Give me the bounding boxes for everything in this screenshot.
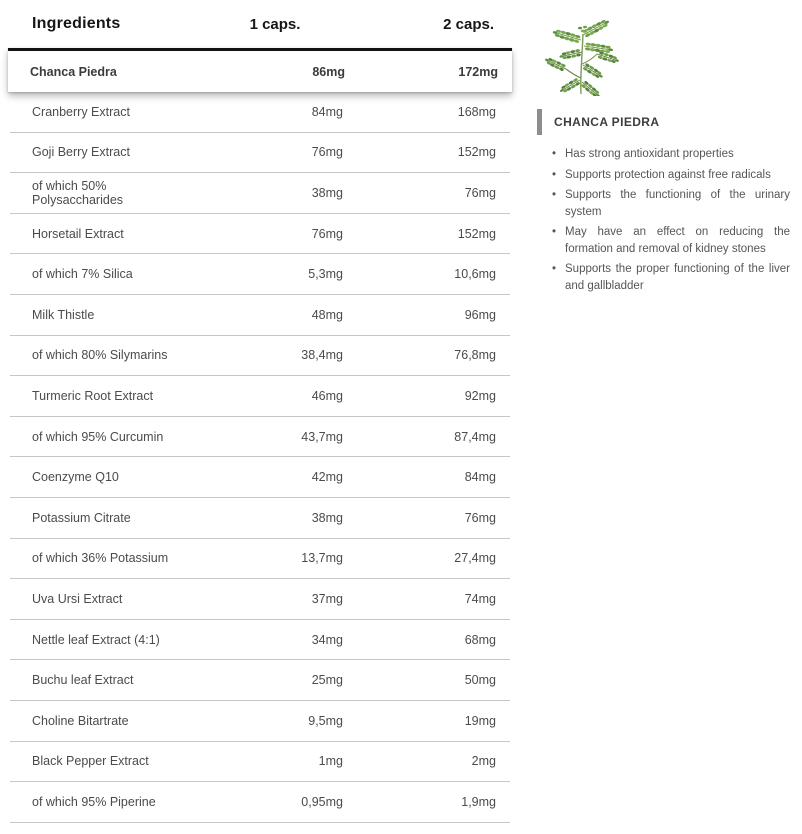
ingredient-name: Nettle leaf Extract (4:1) — [32, 632, 160, 647]
amount-1caps: 38mg — [311, 185, 343, 200]
amount-2caps: 92mg — [464, 388, 496, 403]
amount-2caps: 1,9mg — [461, 794, 496, 809]
table-row — [10, 376, 510, 417]
amount-1caps: 42mg — [311, 470, 343, 485]
column-header-ingredients: Ingredients — [32, 15, 121, 32]
ingredient-name: of which 95% Curcumin — [32, 429, 164, 444]
ingredient-name: of which 95% Piperine — [32, 794, 156, 809]
amount-2caps: 27,4mg — [454, 551, 496, 566]
ingredient-name: Cranberry Extract — [32, 104, 130, 119]
amount-2caps: 76,8mg — [454, 348, 496, 363]
table-row — [10, 782, 510, 823]
amount-2caps: 84mg — [464, 470, 496, 485]
table-row — [10, 417, 510, 458]
amount-1caps: 86mg — [312, 64, 345, 79]
table-row — [10, 457, 510, 498]
amount-1caps: 37mg — [311, 591, 343, 606]
ingredient-name: of which 80% Silymarins — [32, 348, 168, 363]
amount-1caps: 5,3mg — [308, 267, 343, 282]
benefit-item: • Supports the functioning of the urinary system — [552, 187, 790, 220]
ingredients-table — [10, 0, 510, 823]
highlighted-row-chanca-piedra — [8, 48, 512, 92]
amount-1caps: 9,5mg — [308, 713, 343, 728]
ingredient-name: Milk Thistle — [32, 307, 95, 322]
amount-2caps: 68mg — [464, 632, 496, 647]
column-header-1caps: 1 caps. — [249, 15, 301, 33]
amount-2caps: 152mg — [457, 226, 496, 241]
table-row — [10, 336, 510, 377]
table-body — [10, 92, 510, 823]
amount-1caps: 34mg — [311, 632, 343, 647]
table-row — [10, 214, 510, 255]
ingredient-name: Potassium Citrate — [32, 510, 131, 525]
amount-2caps: 19mg — [464, 713, 496, 728]
table-header-row — [10, 0, 510, 48]
table-row — [10, 254, 510, 295]
amount-2caps: 50mg — [464, 673, 496, 688]
amount-2caps: 172mg — [458, 64, 498, 79]
table-row — [10, 92, 510, 133]
table-row — [10, 660, 510, 701]
ingredient-name: Coenzyme Q10 — [32, 470, 119, 485]
amount-1caps: 25mg — [311, 673, 343, 688]
amount-2caps: 2mg — [471, 754, 496, 769]
ingredient-name: Turmeric Root Extract — [32, 388, 154, 403]
benefits-list — [552, 146, 790, 294]
benefit-item: • Supports the proper functioning of the liver and gallbladder — [552, 261, 790, 294]
amount-1caps: 84mg — [311, 104, 343, 119]
amount-2caps: 74mg — [464, 591, 496, 606]
table-row — [10, 701, 510, 742]
amount-2caps: 76mg — [464, 185, 496, 200]
amount-1caps: 76mg — [311, 145, 343, 160]
amount-2caps: 76mg — [464, 510, 496, 525]
table-row — [10, 742, 510, 783]
ingredient-name: of which 7% Silica — [32, 267, 133, 282]
ingredient-name: Choline Bitartrate — [32, 713, 129, 728]
amount-2caps: 168mg — [457, 104, 496, 119]
benefit-item: • May have an effect on reducing the formation and removal of kidney stones — [552, 224, 790, 257]
amount-1caps: 76mg — [311, 226, 343, 241]
info-panel — [537, 0, 793, 294]
table-row — [10, 498, 510, 539]
amount-1caps: 38,4mg — [301, 348, 343, 363]
ingredient-name: of which 50% Polysaccharides — [32, 178, 124, 207]
info-heading-title: CHANCA PIEDRA — [554, 115, 660, 129]
amount-1caps: 13,7mg — [301, 551, 343, 566]
ingredient-name: Buchu leaf Extract — [32, 673, 134, 688]
amount-1caps: 43,7mg — [301, 429, 343, 444]
chanca-piedra-plant-icon — [539, 20, 625, 96]
benefit-item: • Supports protection against free radicals — [552, 167, 790, 184]
amount-2caps: 152mg — [457, 145, 496, 160]
amount-1caps: 38mg — [311, 510, 343, 525]
table-row — [10, 579, 510, 620]
amount-1caps: 1mg — [318, 754, 343, 769]
ingredient-name: Horsetail Extract — [32, 226, 124, 241]
table-row — [10, 133, 510, 174]
ingredient-name: Black Pepper Extract — [32, 754, 149, 769]
amount-1caps: 0,95mg — [301, 794, 343, 809]
table-row — [10, 295, 510, 336]
amount-2caps: 96mg — [464, 307, 496, 322]
amount-1caps: 48mg — [311, 307, 343, 322]
table-row — [10, 620, 510, 661]
ingredient-name: Goji Berry Extract — [32, 145, 130, 160]
ingredient-name: Uva Ursi Extract — [32, 591, 123, 606]
column-header-2caps: 2 caps. — [443, 15, 494, 33]
ingredient-name: of which 36% Potassium — [32, 551, 169, 566]
amount-2caps: 10,6mg — [454, 267, 496, 282]
info-heading — [537, 109, 793, 135]
table-row — [10, 173, 510, 214]
amount-2caps: 87,4mg — [454, 429, 496, 444]
benefit-item: • Has strong antioxidant properties — [552, 146, 790, 163]
ingredient-name: Chanca Piedra — [30, 64, 117, 79]
heading-accent-bar — [537, 109, 542, 135]
amount-1caps: 46mg — [311, 388, 343, 403]
table-row — [10, 539, 510, 580]
